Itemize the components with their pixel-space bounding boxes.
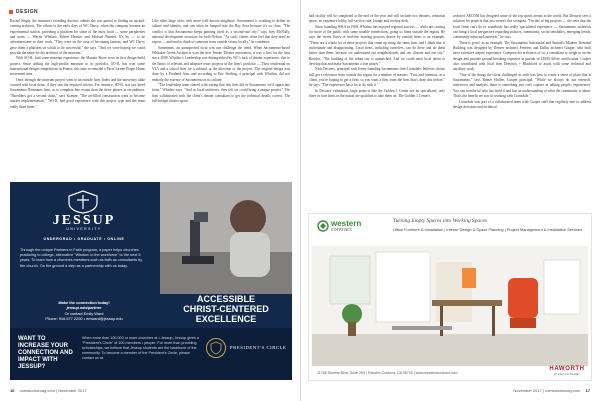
jessup-advertisement[interactable] [10, 182, 292, 380]
paragraph: had facility will be completed at the end of the year and will include two theaters, rehearsal space, an expansive lobby, full-service cafe, lounge and rooftop deck. [309, 14, 445, 24]
presidents-circle-icon [206, 338, 226, 358]
paragraph: architect AECOM has designed some of the top sports arenas in the world. But Decuers sees a solution for projects that just weren't this stringent. "On this of big projects — the ones that the local firms can't do or somebody has really specialized experience — Sacramento architects can bring a local perspective regarding policies, community, social sensibility, emerging trends, community input and outreach," he says. [453, 14, 591, 40]
left-footer [10, 388, 87, 393]
office-interior-photo [312, 238, 588, 366]
office-interior-image [312, 238, 588, 366]
headline-line-2: CHRIST-CENTERED [183, 304, 269, 314]
jessup-bottom-band [10, 328, 292, 380]
jessup-cta-headline: Make the connection today! [58, 300, 110, 305]
western-contract-logo [317, 217, 389, 235]
jessup-headline [160, 294, 292, 328]
wc-brand-1: western [331, 219, 362, 228]
presidents-circle-label: PRESIDENT'S CIRCLE [230, 345, 287, 350]
headline-line-3: EXCELLENCE [195, 314, 257, 324]
wc-services: Office Furniture & Installation | Interior Design & Space Planning | Project Management & Installation Services [393, 227, 583, 232]
paragraph: "One of the things the client challenged us with was how to create a sense of place that is Sacramento," says Reiner Hoffee, Cooper principal. "While we always do our research, interviews and analysis, there is something you can't capture in talking people: experiences. You can wonderful who has lived it and has an understanding of what the community is about. That's the benefit we saw in working with Lionsdale." [453, 72, 591, 99]
jessup-shield-icon [66, 190, 100, 214]
headline-line-1: ACCESSIBLE [196, 294, 255, 304]
microscope-student-image [160, 182, 292, 294]
jessup-body-text: Through the unique Partners in Faith program, a paper helps churches practicing to college, alternative "Wisdom in the workforce" to the next 5 years. To learn how a churches members such as faith as consultants by the church. On the ground a step as a partnership with us today. [20, 248, 143, 268]
jessup-cta-phone[interactable]: Phone: 916.577.2200 • emward@jessup.edu [45, 315, 123, 321]
section-label: DESIGN [16, 9, 39, 15]
article-column-3 [309, 14, 445, 100]
page-number: 16 [10, 388, 15, 393]
jessup-want-body: When more than 100,000 or more churches at • Jessup, Jessup gives a "President's Circle" of 100 members • people. For more than providing scholarships, we believe that Jessup students are the backbone of the community. To become a member of the President's Circle, please contact us at. [82, 336, 199, 360]
footer-text: comstocksmag.com | November 2017 [19, 388, 87, 393]
paragraph: "The leadership team started with saying that this firm did in Sacramento we'd appreciate from," Whitlaw says. "And as local architects, they felt we could bring a unique project." The firm collaborated with the client's theater consultant to get the technical details correct. The full-bridget theater space [152, 83, 290, 104]
paragraph: With SO-IL, had some museum experience, the Manetti Shore were its first design-build project. Since adding the high-profile museum to its portfolio, SO-IL has won some international design competitions in France, this time to remodel a Paris' former Piaget Home movement area. [10, 56, 145, 77]
paragraph: Nick Decuers, principal with Jenny-founding Sacramento firm Lionsdale, believes clients still get a relevance from outside the region for a number of reasons. "First and foremost, as a client, you're hoping to get a firm, so you want a firm from the firm that's done this before," he says. "The experience has a lot to do with it." [309, 67, 445, 88]
article-column-2 [152, 19, 290, 105]
right-footer [513, 388, 590, 393]
article-column-1 [10, 19, 145, 110]
paragraph: Lionsdale was part of a collaborated team with Cooper staff that regularly met to address design decisions and technical [453, 99, 591, 109]
jessup-levels: UNDERGRAD • GRADUATE • ONLINE [43, 237, 125, 241]
section-tag [9, 9, 38, 15]
paragraph: Once through the museum project went to an outside firm. Index and the university alike crossed with local firms, if they saw the required criteria. For instance, SO-IL was just hired Sacramento Remnants firm, as to complete late rooms than the three phases in recombines. "Shredders got a second shout," says Kramer. "The art-filled construction went to become market implementation." "SO-IL had good experience with this project type and the team really liked them." [10, 77, 145, 109]
paragraph: Since founding WKA in 1968, Whitlaw has enjoyed regional success — while not craving for more of the public with some notable connections, going so firms outside the region. He says the recent flurry of mid-rise housing projects drawn by outside firms is an example. "There are a whole lot of these projects that came up using the same firm, and I think that is unfortunate and disappointing. Local firms, including ourselves, can do these and do them better than them, because we understand our neighborhoods and our climate and our city." Besides, "The building of the urban city is unmatched. And we could most local talent to develop that and make Sacramento a true player." [309, 24, 445, 67]
jessup-student-photo [160, 182, 292, 294]
paragraph: There is proof, as an example. The Sacramento Intermodal and Amtrak's Modern Terminal Building was designed by Denver architect Fentress and Dallas architect Gasper, who both have extensive airport experience. Compare the architects of sic a consultant to weigh in on the design and provide ground-breaking expertise in pursuit of LEED Silver certification. Cooper also contributed with local firm Dreyfuss + Blackford to assist with some technical and ancillary work. [453, 40, 591, 72]
paragraph: Sometimes, an unsuspected local win can challenge the trend. When Sacramento-based Whitaker Green Architects won the new Senate Theatre renovation, it was a first for the firm since 2009. Whitlaw's Leadership was distinguished by WC's lack of theater experience, due to the limits of relevant and adaptive reuse projects in the firm's portfolio — Their residential on VL's and a school firm for a cultural, at the direction of the project. The original design was done by a Portland firm, and according to Eric Sterling, a principal with Whitlaw, did not embody the essence of Sacramento or its culture. [152, 45, 290, 82]
paragraph: Rachel Single, the museum's founding director, admits she was partial to finding an up-and-coming architect. The efforts to the early days of WC Darcy, when the company became an experimental station, providing a platform for some of the most local — some peripheries and notes — Wayne Whitlaw, Robert Heaster and Michael Burnett. It's by — to be adventuresome in their work. "They were on the cusp of becoming famous, and WC Darcy gave them a platform on which to be successful," she says. "And we were hoping we could provide the same for the architect of the museum." [10, 19, 145, 56]
jessup-cta-link[interactable]: jessup.edu/partner [66, 305, 102, 311]
haworth-name: HAWORTH [549, 366, 585, 372]
page-number: 17 [585, 388, 590, 393]
jessup-subtitle: UNIVERSITY [66, 227, 102, 231]
footer-text: November 2017 | comstocksmag.com [513, 388, 581, 393]
paragraph: Like other large cities with more well-known neighbors, Sacramento is working to define its culture and identity, and can often be lumped into the Bay Area because it's so close. "The conflict is that Sacramento keeps painting itself as a second-rate city," says Joey McNally, national development associate for both Nelson. "As such, clients often feel that they need an expert — and tend to think of someone from outside versus locally," he continues. [152, 19, 290, 45]
crest-icon [207, 339, 225, 357]
haworth-logo [545, 366, 589, 380]
wc-tagline: Turning Empty Spaces into Working Spaces [393, 218, 487, 224]
paragraph: In Decuers' estimation, large projects like the Golden 1 Center are an specialized, only three or four firms in the nation are qualified to take them on. The Golden 1 Center's [309, 88, 445, 99]
jessup-name: JESSUP [52, 213, 116, 228]
western-contract-advertisement[interactable] [308, 213, 592, 381]
haworth-sub: Preferred Dealer [554, 372, 580, 376]
jessup-want-headline: WANT TO INCREASE YOUR CONNECTION AND IMPACT WITH JESSUP? [18, 336, 73, 370]
article-column-4 [453, 14, 591, 110]
section-tag-marker [9, 10, 13, 14]
wc-address[interactable]: 11765 Sunrise Blvd, Suite 200 | Rancho Cordova, CA 95742 | www.westerncontract.com [317, 371, 458, 375]
jessup-cta-contact: Or contact Emily Ward [64, 310, 104, 316]
wc-brand-2: contract [331, 227, 352, 233]
jessup-cta [20, 300, 148, 321]
